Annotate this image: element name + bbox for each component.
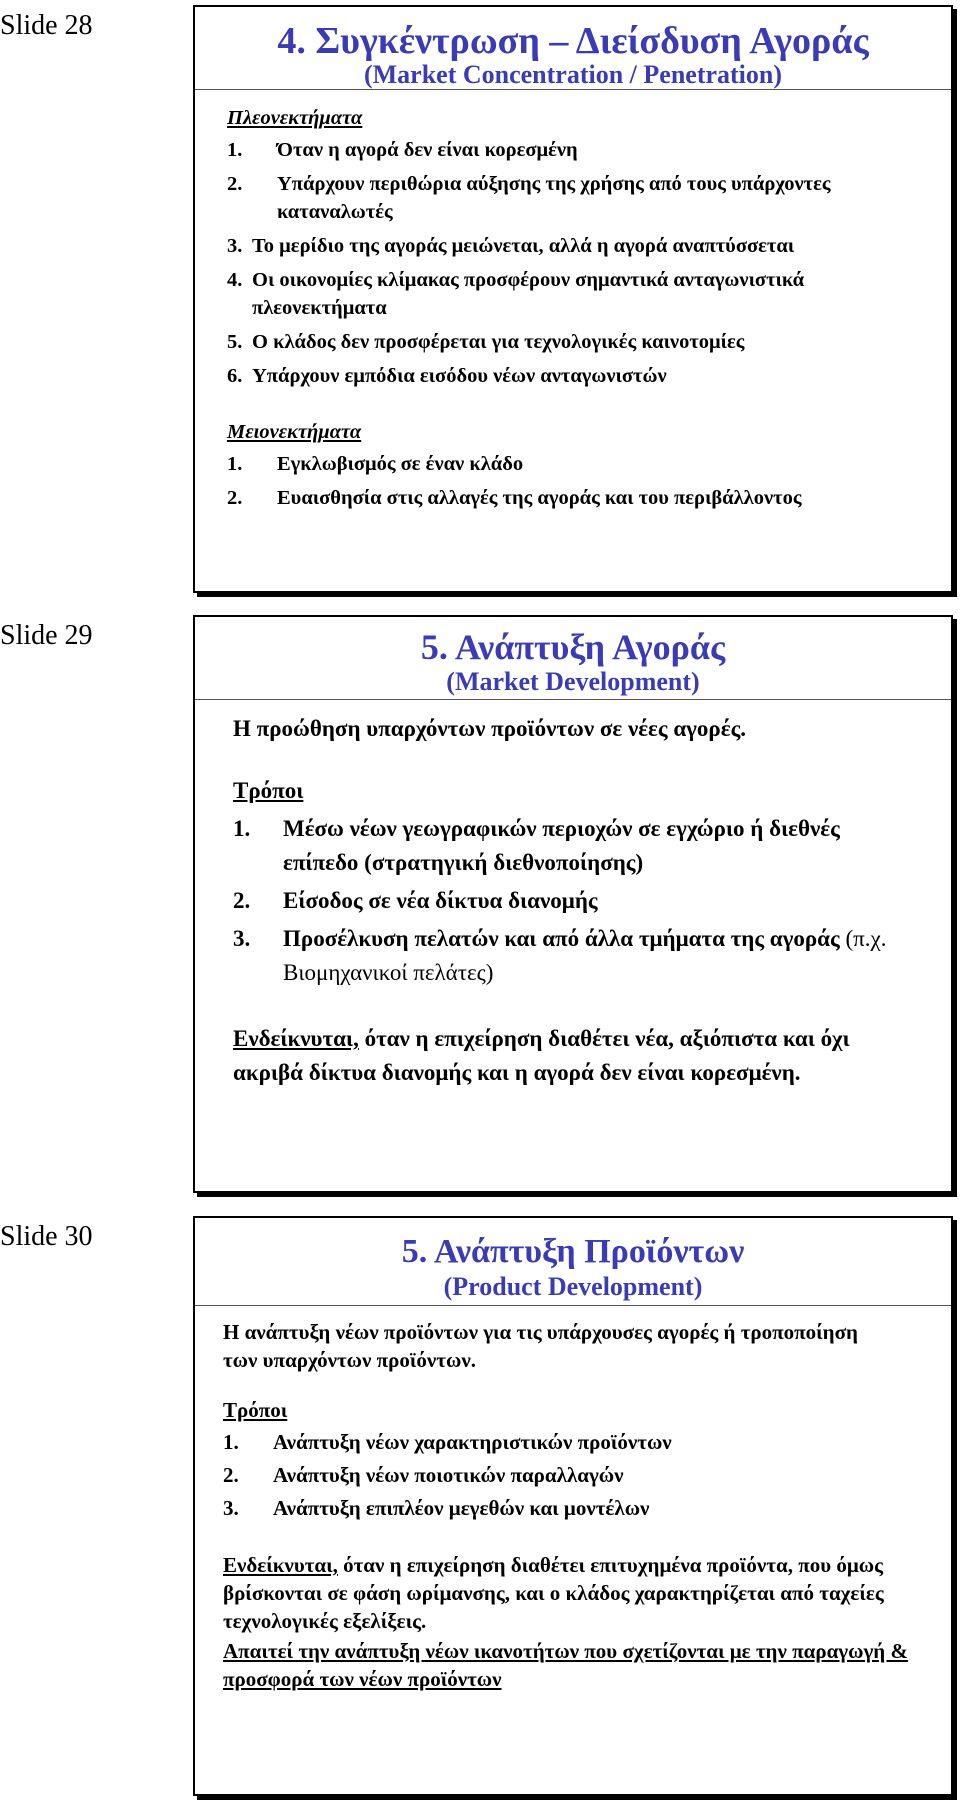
slide-body — [195, 1306, 951, 1693]
list-item — [233, 812, 951, 880]
list-item — [227, 362, 951, 390]
slide-subtitle: (Market Concentration / Penetration) — [363, 60, 783, 89]
indicated-label: Ενδείκνυται, — [223, 1553, 338, 1577]
list-item — [233, 884, 951, 918]
list-item — [227, 136, 951, 164]
item-text: Το μερίδιο της αγοράς μειώνεται, αλλά η αγορά αναπτύσσεται — [252, 235, 795, 257]
advantages-list — [227, 136, 951, 390]
list-item — [233, 922, 951, 990]
list-item — [223, 1461, 951, 1489]
list-item — [227, 450, 951, 478]
item-number: 5. — [227, 331, 243, 353]
slide-title: 4. Συγκέντρωση – Διείσδυση Αγοράς — [277, 20, 869, 62]
slide-body — [195, 90, 951, 512]
slide-label-29: Slide 29 — [0, 620, 93, 651]
item-number: 1. — [227, 139, 243, 161]
list-item — [223, 1494, 951, 1522]
slide-28 — [193, 5, 953, 593]
indicated-paragraph — [233, 1022, 951, 1090]
ways-heading: Τρόποι — [223, 1398, 288, 1422]
indicated-label: Ενδείκνυται, — [233, 1026, 359, 1051]
advantages-heading: Πλεονεκτήματα — [227, 107, 363, 129]
item-number: 4. — [227, 269, 243, 291]
item-number: 2. — [233, 888, 251, 913]
item-text: Ανάπτυξη νέων χαρακτηριστικών προϊόντων — [273, 1430, 672, 1454]
indicated-paragraph — [223, 1551, 951, 1635]
indicated-text: όταν η επιχείρηση διαθέτει νέα, αξιόπιστα και όχι ακριβά δίκτυα διανομής και η αγορά δεν είναι κορεσμένη. — [233, 1026, 850, 1085]
item-number: 1. — [223, 1430, 239, 1454]
ways-heading: Τρόποι — [233, 778, 304, 803]
item-number: 1. — [233, 816, 251, 841]
slide-header — [195, 7, 951, 90]
slide-subtitle: (Market Development) — [446, 667, 700, 696]
item-text: Όταν η αγορά δεν είναι κορεσμένη — [277, 139, 578, 161]
disadvantages-heading: Μειονεκτήματα — [227, 421, 362, 443]
item-text: Οι οικονομίες κλίμακας προσφέρουν σημαντικά ανταγωνιστικά πλεονεκτήματα — [252, 269, 805, 319]
item-number: 3. — [223, 1496, 239, 1520]
slide-30 — [193, 1216, 953, 1796]
ways-list — [233, 812, 951, 990]
item-text — [283, 922, 951, 990]
slide-label-28: Slide 28 — [0, 10, 93, 41]
item-number: 6. — [227, 365, 243, 387]
slide-title: 5. Ανάπτυξη Προϊόντων — [401, 1233, 745, 1270]
slide-body — [195, 700, 951, 1090]
item-text: Ο κλάδος δεν προσφέρεται για τεχνολογικές καινοτομίες — [252, 331, 745, 353]
slide-29 — [193, 615, 953, 1193]
item-text-extra: (π.χ. Βιομηχανικοί πελάτες) — [283, 926, 887, 985]
item-text: Ανάπτυξη νέων ποιοτικών παραλλαγών — [273, 1463, 624, 1487]
slide-label-30: Slide 30 — [0, 1221, 93, 1252]
slide-header — [195, 1218, 951, 1306]
slide-intro: Η προώθηση υπαρχόντων προϊόντων σε νέες αγορές. — [233, 716, 747, 741]
disadvantages-list — [227, 450, 951, 512]
item-text: Μέσω νέων γεωγραφικών περιοχών σε εγχώριο ή διεθνές επίπεδο (στρατηγική διεθνοποίησης) — [283, 816, 840, 875]
item-number: 2. — [227, 173, 243, 195]
list-item — [223, 1428, 951, 1456]
slide-intro: Η ανάπτυξη νέων προϊόντων για τις υπάρχουσες αγορές ή τροποποίηση των υπαρχόντων προϊόντων. — [223, 1320, 858, 1372]
item-text: Υπάρχουν εμπόδια εισόδου νέων ανταγωνιστών — [252, 365, 667, 387]
item-number: 3. — [233, 926, 251, 951]
requirement-text: Απαιτεί την ανάπτυξη νέων ικανοτήτων που σχετίζονται με την παραγωγή & προσφορά των νέων προϊόντων — [223, 1639, 908, 1691]
list-item — [227, 328, 951, 356]
list-item — [227, 170, 951, 226]
item-number: 1. — [227, 453, 243, 475]
item-number: 2. — [223, 1463, 239, 1487]
slide-header — [195, 617, 951, 700]
list-item — [227, 232, 951, 260]
item-number: 2. — [227, 487, 243, 509]
slide-title: 5. Ανάπτυξη Αγοράς — [420, 627, 726, 667]
item-text: Εγκλωβισμός σε έναν κλάδο — [277, 453, 524, 475]
item-number: 3. — [227, 235, 243, 257]
list-item — [227, 266, 951, 322]
list-item — [227, 484, 951, 512]
indicated-text: όταν η επιχείρηση διαθέτει επιτυχημένα προϊόντα, που όμως βρίσκονται σε φάση ωρίμανσης, και ο κλάδος χαρακτηρίζεται από ταχείες τεχνολογικές εξελίξεις. — [223, 1553, 884, 1633]
item-text: Ευαισθησία στις αλλαγές της αγοράς και του περιβάλλοντος — [277, 487, 802, 509]
slide-subtitle: (Product Development) — [443, 1272, 703, 1301]
item-text: Είσοδος σε νέα δίκτυα διανομής — [283, 888, 598, 913]
item-text: Ανάπτυξη επιπλέον μεγεθών και μοντέλων — [273, 1496, 650, 1520]
item-text-main: Προσέλκυση πελατών και από άλλα τμήματα της αγοράς — [283, 926, 840, 951]
item-text: Υπάρχουν περιθώρια αύξησης της χρήσης από τους υπάρχοντες καταναλωτές — [277, 173, 831, 223]
ways-list — [223, 1428, 951, 1522]
